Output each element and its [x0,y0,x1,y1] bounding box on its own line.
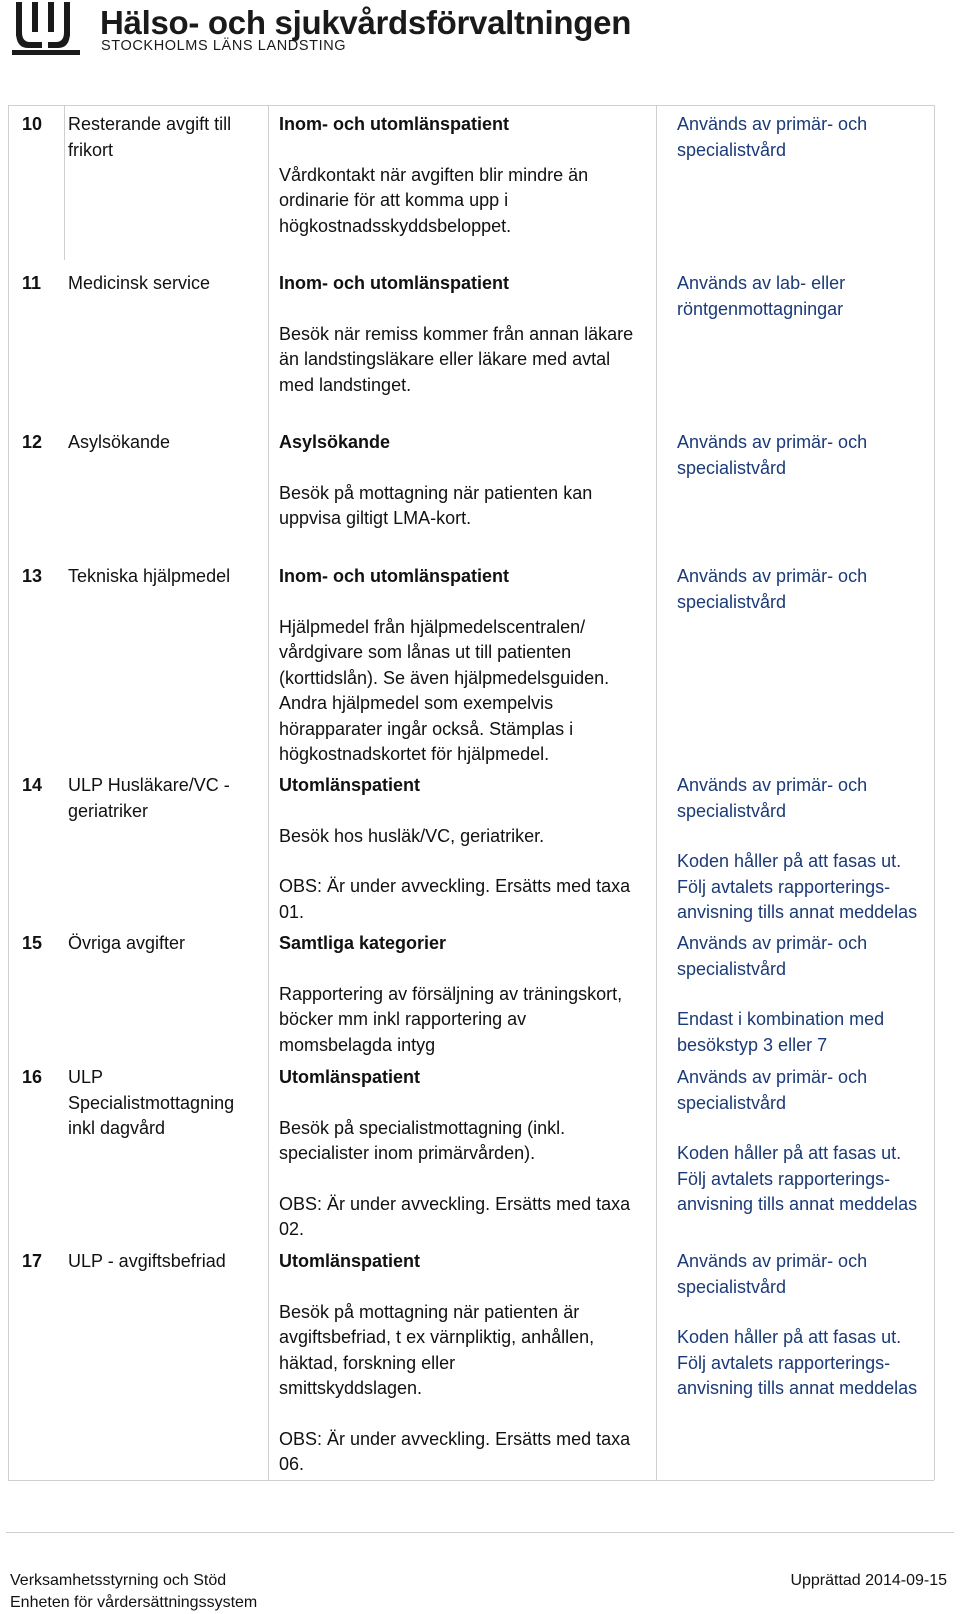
row-name [68,271,263,297]
row-name-line: geriatriker [68,800,149,821]
description-line: Vårdkontakt när avgiften blir mindre än [279,164,589,185]
row-name-line: Tekniska hjälpmedel [68,566,231,586]
patient-category: Inom- och utomlänspatient [279,566,510,586]
row-usage [677,1249,947,1402]
row-name-line: Specialistmottagning [68,1092,235,1113]
usage-line: Används av primär- och [677,1067,868,1087]
row-number: 12 [22,432,43,452]
usage-line: Koden håller på att fasas ut. [677,1327,902,1347]
description-line: 02. [279,1219,305,1239]
row-name [68,564,263,590]
description-line: Andra hjälpmedel som exempelvis [279,693,554,713]
usage-line: specialistvård [677,800,787,821]
row-usage [677,271,947,322]
description-line: uppvisa giltigt LMA-kort. [279,508,472,528]
row-usage [677,1065,947,1218]
row-description [279,773,657,925]
usage-line: Endast i kombination med [677,1009,885,1029]
usage-line: specialistvård [677,139,787,160]
row-description [279,1065,657,1243]
row-description [279,271,657,398]
usage-line: Följ avtalets rapporterings- [677,1352,891,1373]
description-line: än landstingsläkare eller läkare med avtal [279,349,611,369]
description-line: vårdgivare som lånas ut till patienten [279,642,572,662]
usage-line: anvisning tills annat meddelas [677,1378,918,1398]
row-name-line: inkl dagvård [68,1118,166,1138]
header-subtitle: STOCKHOLMS LÄNS LANDSTING [101,38,347,54]
row-description [279,112,657,239]
table-top-border [8,105,934,106]
row-number: 14 [22,775,43,795]
row-usage [677,931,947,1058]
row-name [68,773,263,824]
description-line: Besök på mottagning när patienten kan [279,482,593,503]
row-name-line: ULP - avgiftsbefriad [68,1251,226,1271]
row-description [279,1249,657,1478]
row-usage [677,112,947,163]
row-number: 16 [22,1067,43,1087]
table-left-border [8,105,9,1480]
usage-line: specialistvård [677,958,787,979]
footer-department: Verksamhetsstyrning och Stöd [10,1572,227,1589]
description-line: (korttidslån). Se även hjälpmedelsguiden. [279,667,610,688]
footer-unit: Enheten för vårdersättningssystem [10,1594,258,1611]
description-line: böcker mm inkl rapportering av [279,1009,527,1029]
description-line: OBS: Är under avveckling. Ersätts med taxa [279,1193,631,1214]
patient-category: Asylsökande [279,432,391,452]
usage-line: specialistvård [677,1276,787,1297]
row-name [68,112,263,163]
row-number: 13 [22,566,43,586]
usage-line: Används av primär- och [677,432,868,452]
row-name-line: frikort [68,139,113,160]
description-line: Besök på mottagning när patienten är [279,1301,580,1322]
description-line: avgiftsbefriad, t ex värnpliktig, anhållen, [279,1327,595,1347]
description-line: Besök när remiss kommer från annan läkare [279,323,634,344]
patient-category: Utomlänspatient [279,775,421,795]
usage-line: specialistvård [677,1092,787,1113]
row-name [68,1065,263,1142]
usage-line: Används av primär- och [677,933,868,953]
column-divider [64,105,65,260]
description-line: smittskyddslagen. [279,1378,423,1398]
row-description [279,430,657,532]
row-name-line: Asylsökande [68,432,171,452]
table-bottom-border [8,1480,934,1481]
footer-date: Upprättad 2014-09-15 [790,1572,947,1589]
row-name-line: Medicinsk service [68,273,211,293]
usage-line: Används av primär- och [677,114,868,134]
row-name [68,1249,263,1275]
row-usage [677,773,947,926]
description-line: 06. [279,1454,305,1474]
description-line: med landstinget. [279,374,412,395]
row-number: 15 [22,933,43,953]
description-line: Besök hos husläk/VC, geriatriker. [279,825,545,846]
patient-category: Samtliga kategorier [279,933,447,953]
usage-line: Följ avtalets rapporterings- [677,876,891,897]
row-name-line: Övriga avgifter [68,933,186,953]
usage-line: specialistvård [677,591,787,612]
description-line: Besök på specialistmottagning (inkl. [279,1117,566,1138]
usage-line: Används av lab- eller [677,273,846,293]
row-name-line: ULP [68,1067,104,1087]
description-line: hörapparater ingår också. Stämplas i [279,718,574,739]
usage-line: Koden håller på att fasas ut. [677,1143,902,1163]
usage-line: anvisning tills annat meddelas [677,902,918,922]
row-name-line: ULP Husläkare/VC - [68,775,230,795]
patient-category: Inom- och utomlänspatient [279,273,510,293]
header-title: Hälso- och sjukvårdsförvaltningen [100,4,632,41]
footer-left [10,1570,257,1614]
usage-line: anvisning tills annat meddelas [677,1194,918,1214]
description-line: Rapportering av försäljning av träningskort, [279,983,623,1004]
usage-line: Koden håller på att fasas ut. [677,851,902,871]
usage-line: besökstyp 3 eller 7 [677,1034,828,1055]
description-line: ordinarie för att komma upp i [279,190,509,210]
usage-line: specialistvård [677,457,787,478]
description-line: momsbelagda intyg [279,1034,436,1055]
footer-divider [6,1532,954,1533]
patient-category: Utomlänspatient [279,1251,421,1271]
patient-category: Utomlänspatient [279,1067,421,1087]
usage-line: Används av primär- och [677,775,868,795]
description-line: OBS: Är under avveckling. Ersätts med taxa [279,876,631,896]
row-number: 10 [22,114,43,134]
row-name-line: Resterande avgift till [68,114,232,134]
usage-line: Används av primär- och [677,566,868,586]
row-usage [677,564,947,615]
description-line: specialister inom primärvården). [279,1143,536,1163]
description-line: högkostnadskortet för hjälpmedel. [279,744,550,764]
description-line: OBS: Är under avveckling. Ersätts med taxa [279,1428,631,1449]
usage-line: Används av primär- och [677,1251,868,1271]
row-number: 17 [22,1251,43,1271]
description-line: högkostnadsskyddsbeloppet. [279,215,512,236]
row-name [68,430,263,456]
page-header [12,0,632,60]
description-line: häktad, forskning eller [279,1352,456,1373]
usage-line: röntgenmottagningar [677,298,844,319]
patient-category: Inom- och utomlänspatient [279,114,510,134]
description-line: 01. [279,901,305,922]
usage-line: Följ avtalets rapporterings- [677,1168,891,1189]
column-divider [268,105,269,1480]
row-usage [677,430,947,481]
row-name [68,931,263,957]
row-description [279,931,657,1058]
row-description [279,564,657,768]
sll-logo-icon [12,2,80,56]
row-number: 11 [22,273,42,293]
page-footer [0,1530,960,1611]
description-line: Hjälpmedel från hjälpmedelscentralen/ [279,616,586,637]
